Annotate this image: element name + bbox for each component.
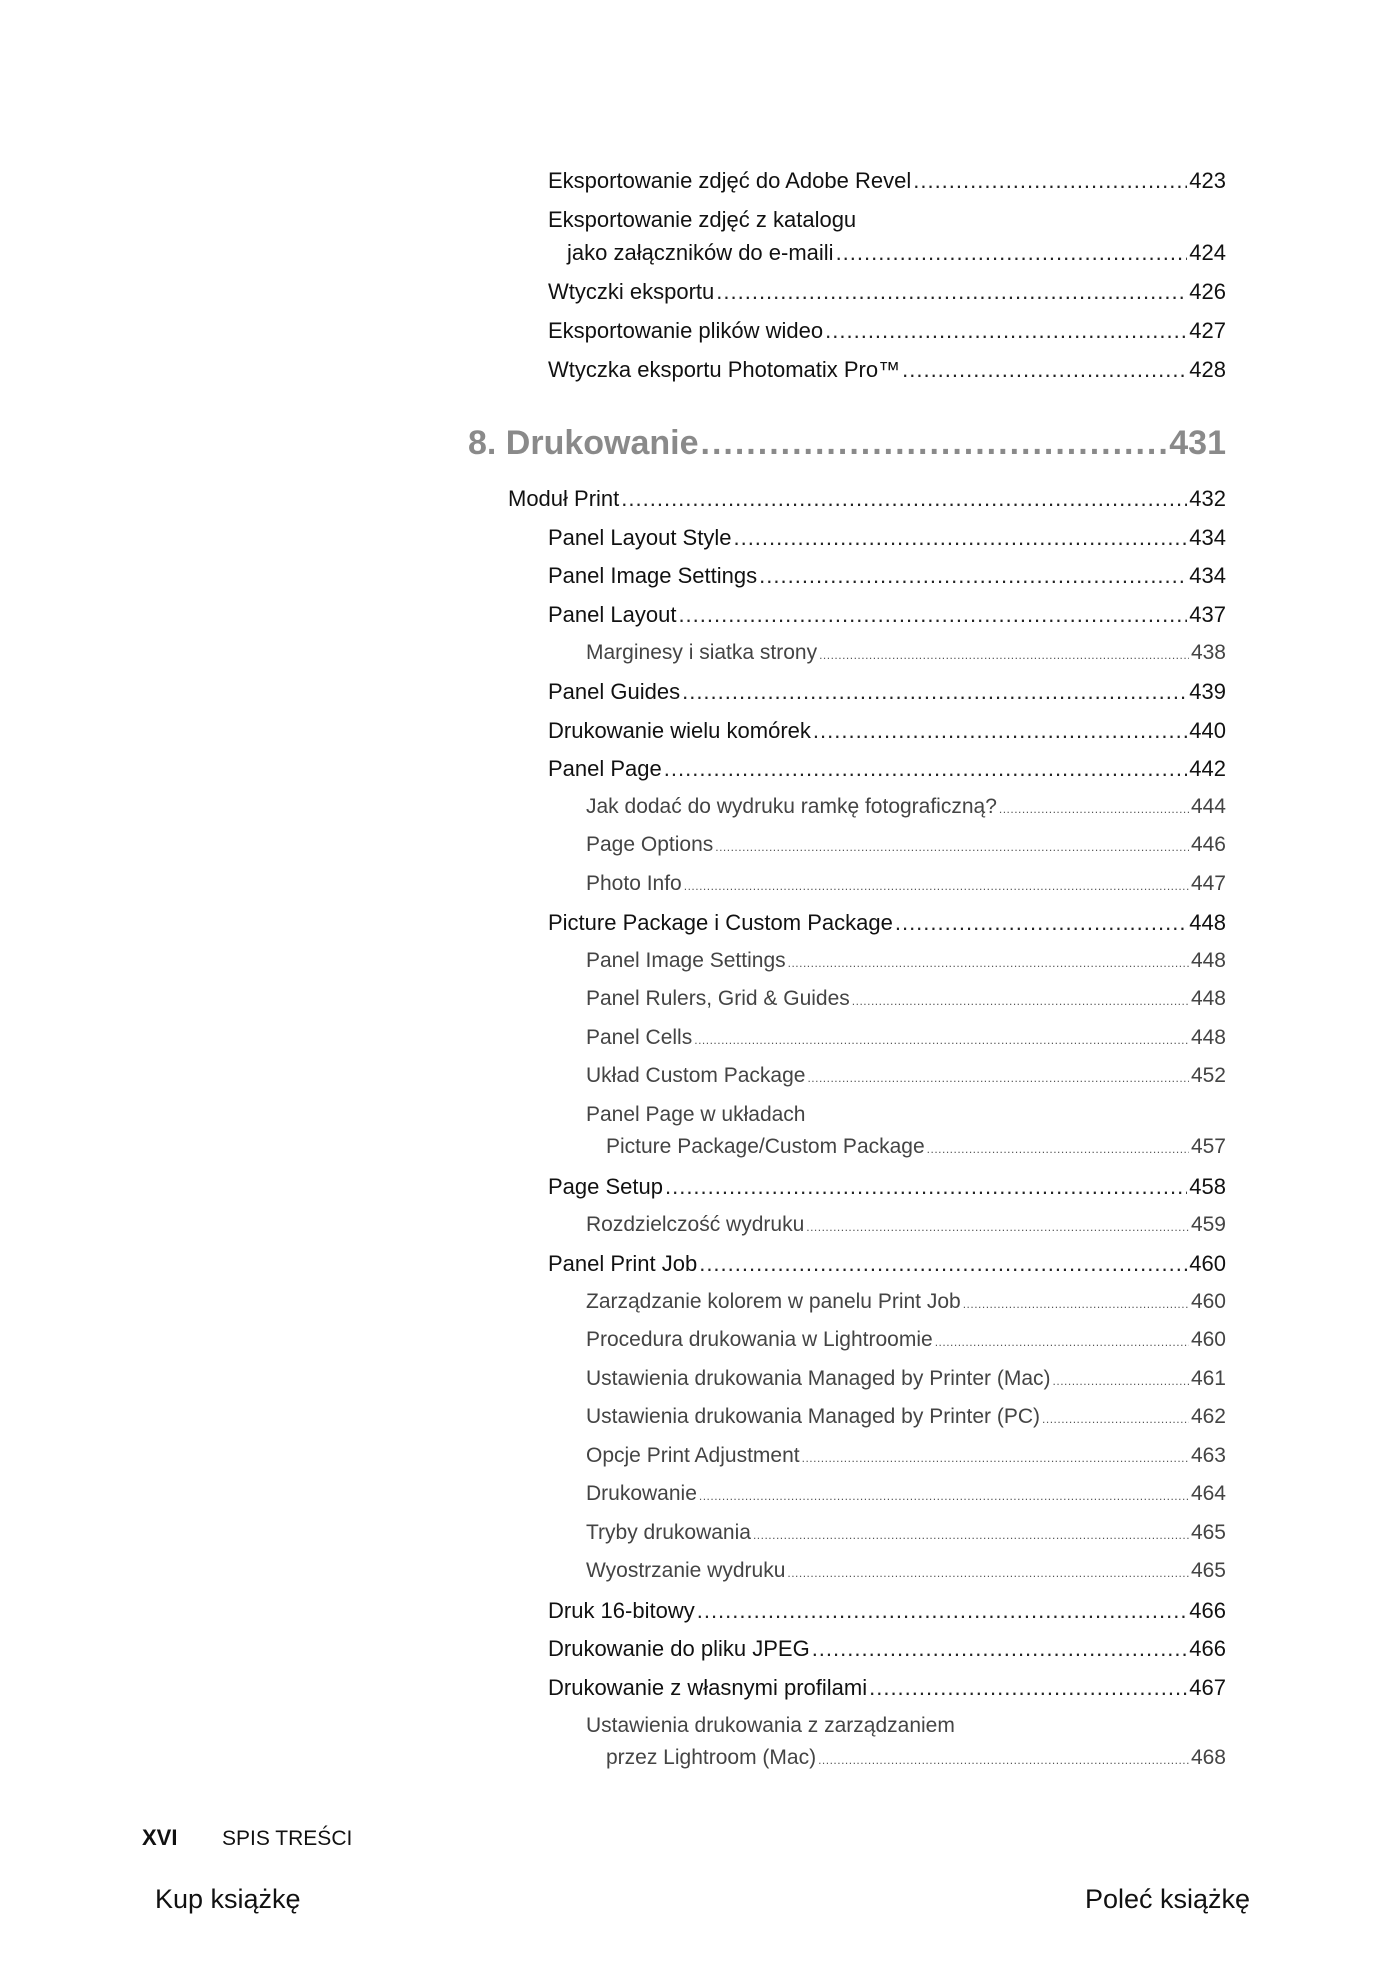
toc-entry-page: 439 xyxy=(1189,679,1226,704)
toc-entry-page: 447 xyxy=(1190,872,1226,895)
toc-entry xyxy=(548,318,1226,344)
toc-entry-page: 440 xyxy=(1189,718,1226,743)
dot-leader xyxy=(927,1142,1189,1156)
toc-entry xyxy=(548,168,1226,194)
toc-entry-title: Układ Custom Package xyxy=(586,1064,806,1087)
toc-entry xyxy=(586,1367,1226,1391)
toc-entry-page: 467 xyxy=(1189,1675,1226,1700)
toc-entry-title: Panel Guides xyxy=(548,679,681,704)
toc-entry-page: 431 xyxy=(1169,424,1226,462)
toc-entry-page: 459 xyxy=(1190,1213,1226,1236)
toc-entry-title: Rozdzielczość wydruku xyxy=(586,1213,805,1236)
dot-leader xyxy=(836,240,1188,266)
dot-leader xyxy=(902,357,1187,383)
dot-leader xyxy=(819,648,1189,662)
dot-leader xyxy=(678,602,1187,628)
toc-entry-page: 444 xyxy=(1190,795,1226,818)
toc-entry xyxy=(586,641,1226,665)
buy-book-link[interactable]: Kup książkę xyxy=(155,1884,301,1914)
toc-entry-title: Panel Image Settings xyxy=(586,949,786,972)
dot-leader xyxy=(1053,1374,1189,1388)
page-number: XVI xyxy=(142,1825,178,1850)
dot-leader xyxy=(621,486,1187,512)
toc-entry-title: Photo Info xyxy=(586,872,682,895)
toc-entry-page: 465 xyxy=(1190,1559,1226,1582)
toc-entry xyxy=(606,1135,1226,1159)
toc-entry-title: Ustawienia drukowania Managed by Printer (Mac) xyxy=(586,1367,1051,1390)
dot-leader xyxy=(1042,1412,1189,1426)
toc-entry xyxy=(586,987,1226,1011)
toc-entry-title: Wyostrzanie wydruku xyxy=(586,1559,786,1582)
dot-leader xyxy=(963,1297,1189,1311)
toc-entry-title: Panel Rulers, Grid & Guides xyxy=(586,987,850,1010)
toc-entry xyxy=(586,1405,1226,1429)
toc-entry-page: 434 xyxy=(1189,525,1226,550)
toc-entry xyxy=(548,357,1226,383)
toc-entry-page: 448 xyxy=(1190,949,1226,972)
dot-leader xyxy=(716,279,1187,305)
toc-entry-title: Zarządzanie kolorem w panelu Print Job xyxy=(586,1290,961,1313)
toc-entry-title: Marginesy i siatka strony xyxy=(586,641,818,664)
recommend-book-link[interactable]: Poleć książkę xyxy=(1085,1884,1251,1914)
toc-entry-page: 460 xyxy=(1190,1328,1226,1351)
toc-entry xyxy=(548,1675,1226,1701)
dot-leader xyxy=(699,1251,1187,1277)
dot-leader xyxy=(802,1451,1189,1465)
toc-entry xyxy=(548,602,1226,628)
dot-leader xyxy=(807,1071,1189,1085)
toc-entry-title: Jak dodać do wydruku ramkę fotograficzną? xyxy=(586,795,997,818)
dot-leader xyxy=(895,910,1187,936)
toc-entry-title: 8. Drukowanie xyxy=(468,424,699,462)
toc-entry-title: Picture Package i Custom Package xyxy=(548,910,893,935)
dot-leader xyxy=(697,1598,1188,1624)
toc-entry xyxy=(606,1746,1226,1770)
toc-entry-title: Page Setup xyxy=(548,1174,663,1199)
toc-entry-page: 462 xyxy=(1190,1405,1226,1428)
toc-entry-title: Panel Cells xyxy=(586,1026,693,1049)
toc-entry-page: 464 xyxy=(1190,1482,1226,1505)
toc-entry-page: 468 xyxy=(1190,1746,1226,1769)
toc-entry xyxy=(586,1026,1226,1050)
toc-entry-page: 423 xyxy=(1189,168,1226,193)
toc-entry-page: 448 xyxy=(1189,910,1226,935)
toc-entry-page: 466 xyxy=(1189,1598,1226,1623)
toc-entry-title: Picture Package/Custom Package xyxy=(606,1135,925,1158)
toc-entry-page: 446 xyxy=(1190,833,1226,856)
dot-leader xyxy=(852,994,1189,1008)
toc-entry-page: 448 xyxy=(1190,1026,1226,1049)
toc-entry-title: Drukowanie wielu komórek xyxy=(548,718,811,743)
toc-entry xyxy=(586,1482,1226,1506)
toc-entry-page: 465 xyxy=(1190,1521,1226,1544)
toc-entry-title: Panel Layout Style xyxy=(548,525,732,550)
toc-entry xyxy=(548,563,1226,589)
toc-entry-page: 424 xyxy=(1189,240,1226,265)
toc-entry-page: 460 xyxy=(1189,1251,1226,1276)
dot-leader xyxy=(935,1335,1189,1349)
toc-chapter-heading xyxy=(468,424,1226,463)
toc-entry-title: Drukowanie do pliku JPEG xyxy=(548,1636,810,1661)
toc-entry-title: Ustawienia drukowania Managed by Printer (PC) xyxy=(586,1405,1041,1428)
toc-entry xyxy=(586,1064,1226,1088)
toc-entry-title: Opcje Print Adjustment xyxy=(586,1444,800,1467)
toc-entry-title: Page Options xyxy=(586,833,714,856)
toc-entry xyxy=(586,1444,1226,1468)
toc-entry xyxy=(586,833,1226,857)
toc-entry-title: Drukowanie xyxy=(586,1482,697,1505)
toc-entry-page: 457 xyxy=(1190,1135,1226,1158)
dot-leader xyxy=(813,718,1187,744)
toc-entry xyxy=(548,279,1226,305)
toc-entry xyxy=(586,872,1226,896)
toc-entry-title: Panel Layout xyxy=(548,602,677,627)
dot-leader xyxy=(694,1033,1189,1047)
dot-leader xyxy=(664,756,1188,782)
toc-entry-title: Eksportowanie plików wideo xyxy=(548,318,824,343)
toc-entry xyxy=(586,1521,1226,1545)
toc-entry xyxy=(586,1290,1226,1314)
toc-entry-title-line1: Ustawienia drukowania z zarządzaniem xyxy=(586,1714,955,1737)
toc-entry-page: 458 xyxy=(1189,1174,1226,1199)
toc-entry-page: 460 xyxy=(1190,1290,1226,1313)
dot-leader xyxy=(753,1528,1189,1542)
toc-entry-title: Druk 16-bitowy xyxy=(548,1598,695,1623)
toc-entry xyxy=(548,910,1226,936)
toc-entry xyxy=(586,1559,1226,1583)
toc-entry-title: Moduł Print xyxy=(508,486,620,511)
toc-entry xyxy=(548,1251,1226,1277)
dot-leader xyxy=(665,1174,1187,1200)
toc-entry xyxy=(548,756,1226,782)
toc-entry-title: Tryby drukowania xyxy=(586,1521,751,1544)
dot-leader xyxy=(825,318,1187,344)
dot-leader xyxy=(806,1220,1189,1234)
toc-entry-page: 438 xyxy=(1190,641,1226,664)
toc-entry-page: 461 xyxy=(1190,1367,1226,1390)
toc-entry-title: Procedura drukowania w Lightroomie xyxy=(586,1328,933,1351)
dot-leader xyxy=(787,1566,1189,1580)
toc-entry-page: 434 xyxy=(1189,563,1226,588)
toc-entry xyxy=(586,949,1226,973)
toc-entry xyxy=(548,1598,1226,1624)
running-footer-section: SPIS TREŚCI xyxy=(222,1827,353,1850)
toc-entry-page: 442 xyxy=(1189,756,1226,781)
toc-entry-title: Wtyczki eksportu xyxy=(548,279,715,304)
toc-entry-page: 463 xyxy=(1190,1444,1226,1467)
toc-entry-title: Eksportowanie zdjęć do Adobe Revel xyxy=(548,168,912,193)
toc-entry-page: 427 xyxy=(1189,318,1226,343)
toc-entry xyxy=(586,1213,1226,1237)
dot-leader xyxy=(913,168,1187,194)
dot-leader xyxy=(682,679,1187,705)
toc-entry-title-line1: Panel Page w układach xyxy=(586,1103,806,1126)
toc-entry-page: 432 xyxy=(1189,486,1226,511)
toc-entry-title: Panel Image Settings xyxy=(548,563,758,588)
toc-entry-title: Panel Page xyxy=(548,756,662,781)
dot-leader xyxy=(759,563,1187,589)
dot-leader xyxy=(788,956,1189,970)
toc-entry-title: jako załączników do e-maili xyxy=(567,240,834,265)
toc-entry-page: 437 xyxy=(1189,602,1226,627)
toc-entry xyxy=(548,1636,1226,1662)
toc-entry-title: przez Lightroom (Mac) xyxy=(606,1746,817,1769)
dot-leader xyxy=(715,840,1189,854)
toc-entry xyxy=(508,486,1226,512)
dot-leader xyxy=(818,1753,1189,1767)
dot-leader xyxy=(699,1489,1189,1503)
toc-entry xyxy=(567,240,1226,266)
toc-entry-page: 428 xyxy=(1189,357,1226,382)
toc-entry xyxy=(548,525,1226,551)
toc-entry-page: 426 xyxy=(1189,279,1226,304)
dot-leader xyxy=(869,1675,1187,1701)
toc-entry xyxy=(586,1328,1226,1352)
dot-leader xyxy=(812,1636,1188,1662)
toc-entry-title: Panel Print Job xyxy=(548,1251,698,1276)
toc-entry xyxy=(548,718,1226,744)
toc-entry-title: Drukowanie z własnymi profilami xyxy=(548,1675,868,1700)
toc-entry-page: 466 xyxy=(1189,1636,1226,1661)
toc-entry xyxy=(548,1174,1226,1200)
dot-leader xyxy=(999,802,1189,816)
dot-leader xyxy=(701,424,1168,463)
toc-entry-title: Wtyczka eksportu Photomatix Pro™ xyxy=(548,357,901,382)
toc-entry-page: 448 xyxy=(1190,987,1226,1010)
toc-entry-title-line1: Eksportowanie zdjęć z katalogu xyxy=(548,207,857,232)
dot-leader xyxy=(733,525,1187,551)
dot-leader xyxy=(684,879,1189,893)
toc-entry-page: 452 xyxy=(1190,1064,1226,1087)
toc-entry xyxy=(548,679,1226,705)
toc-entry xyxy=(586,795,1226,819)
